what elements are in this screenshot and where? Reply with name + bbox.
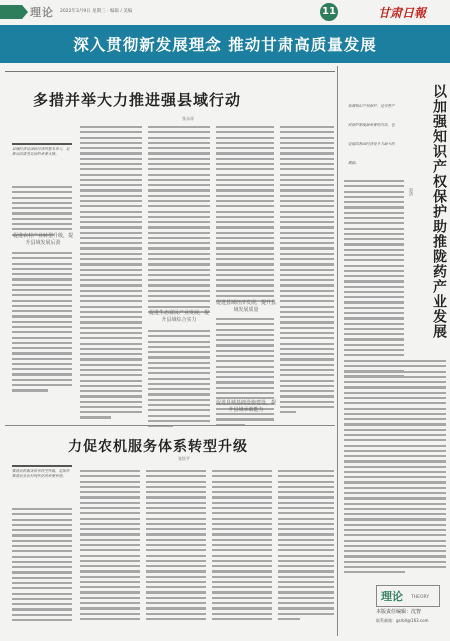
section-divider xyxy=(5,425,335,426)
masthead-logo: 甘肃日報 xyxy=(378,6,427,20)
article1-subhead-2: 促进生态富民产业发展，提升县域综合实力 xyxy=(148,310,209,323)
article2-column-5 xyxy=(278,470,334,623)
article2-column-4 xyxy=(212,470,272,623)
section-label: 理论 xyxy=(30,6,54,19)
column-divider xyxy=(337,66,338,636)
article2-column-3 xyxy=(146,470,206,623)
article2-column-2 xyxy=(80,470,140,623)
divider xyxy=(5,71,335,72)
article3-column-2 xyxy=(344,360,446,577)
article3-quote: 加强知识产权保护，是完善产权保护制度最重要的内容，也是提高我国经济竞争力最大的激励。 xyxy=(348,104,395,165)
article1-column-3b xyxy=(148,330,210,430)
article2-lead: 推进农机服务体系转型升级，是加快推进农业农村现代化的重要举措。 xyxy=(12,469,70,479)
article1-column-1 xyxy=(12,186,72,239)
article2-lead-box xyxy=(12,465,72,503)
page-header xyxy=(0,0,450,24)
theory-column-logo xyxy=(376,585,440,607)
article1-subhead-4: 促进县城基础设施建设，提升县域承载能力 xyxy=(216,400,277,413)
page-number: 11 xyxy=(320,3,338,21)
banner-title: 深入贯彻新发展理念 推动甘肃高质量发展 xyxy=(73,36,377,54)
article1-column-3 xyxy=(148,126,210,316)
editor-email: 联系邮箱：gsrbll@163.com xyxy=(376,618,429,623)
topic-banner xyxy=(0,25,450,63)
article2-column-1 xyxy=(12,508,72,624)
article3-byline: 贺清 xyxy=(409,188,414,196)
article1-column-1b xyxy=(12,252,72,395)
article1-byline: 张永祥 xyxy=(182,116,194,121)
article3-title: 以加强知识产权保护助推陇药产业发展 xyxy=(431,84,447,339)
article1-column-5 xyxy=(280,126,334,416)
article2-title: 力促农机服务体系转型升级 xyxy=(68,439,248,455)
editor-contact: 本版责任编辑：沈智 xyxy=(376,609,422,615)
article1-subhead-3: 促进县域经济发展，提升县域发展质量 xyxy=(216,300,277,313)
article1-lead-box xyxy=(12,143,72,181)
article1-lead: 县域经济是国民经济的基本单元，是推动高质量发展的重要支撑。 xyxy=(12,147,70,157)
article1-title: 多措并举大力推进强县域行动 xyxy=(33,91,242,109)
logo-subtext: THEORY xyxy=(411,595,430,600)
article2-byline: 张钦平 xyxy=(178,456,190,461)
issue-date: 2022年3月9日 星期三 · 编辑 / 美编 xyxy=(60,9,133,14)
article3-quote-box xyxy=(348,92,396,172)
logo-text: 理论 xyxy=(381,590,403,603)
article1-column-4 xyxy=(216,126,274,306)
article1-column-2 xyxy=(80,126,142,422)
flag-icon xyxy=(0,5,28,19)
article1-subhead-1: 促进农村产业转型升级，提升县域发展后劲 xyxy=(12,233,73,246)
